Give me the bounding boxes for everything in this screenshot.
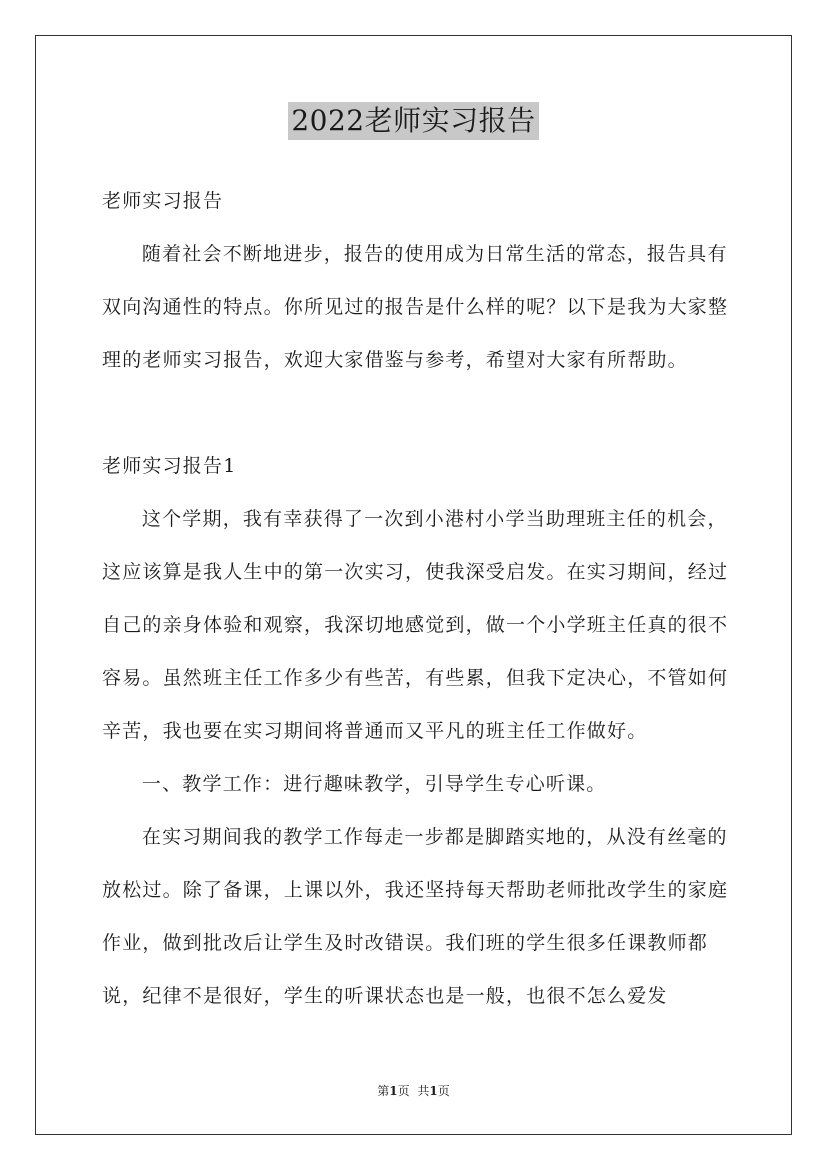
title-container xyxy=(0,102,827,140)
footer-page-total: 1 xyxy=(429,1084,438,1098)
footer-total-unit: 页 xyxy=(437,1084,450,1098)
intro-paragraph: 随着社会不断地进步，报告的使用成为日常生活的常态，报告具有双向沟通性的特点。你所见过的报告是什么样的呢？以下是我为大家整理的老师实习报告，欢迎大家借鉴与参考，希望对大家有所帮助。 xyxy=(102,243,729,371)
footer-page-current: 1 xyxy=(389,1084,398,1098)
body-paragraph-1: 这个学期，我有幸获得了一次到小港村小学当助理班主任的机会，这应该算是我人生中的第一次实习，使我深受启发。在实习期间，经过自己的亲身体验和观察，我深切地感觉到，做一个小学班主任真的很不容易。虽然班主任工作多少有些苦，有些累，但我下定决心，不管如何辛苦，我也要在实习期间将普通而又平凡的班主任工作做好。 xyxy=(102,508,729,742)
body-paragraph-2: 在实习期间我的教学工作每走一步都是脚踏实地的，从没有丝毫的放松过。除了备课，上课以外，我还坚持每天帮助老师批改学生的家庭作业，做到批改后让学生及时改错误。我们班的学生很多任课教师都说，纪律不是很好，学生的听课状态也是一般，也很不怎么爱发 xyxy=(102,826,729,1007)
document-subtitle: 老师实习报告 xyxy=(102,190,224,212)
section-spacer xyxy=(102,387,742,440)
point-heading-1: 一、教学工作：进行趣味教学，引导学生专心听课。 xyxy=(141,773,607,795)
section-heading: 老师实习报告1 xyxy=(102,455,237,477)
footer-total-prefix: 共 xyxy=(417,1084,430,1098)
document-body xyxy=(102,175,742,1023)
footer-page-unit: 页 xyxy=(397,1084,410,1098)
page-footer xyxy=(0,1083,827,1099)
footer-page-prefix: 第 xyxy=(377,1084,390,1098)
document-title: 2022老师实习报告 xyxy=(288,102,538,140)
